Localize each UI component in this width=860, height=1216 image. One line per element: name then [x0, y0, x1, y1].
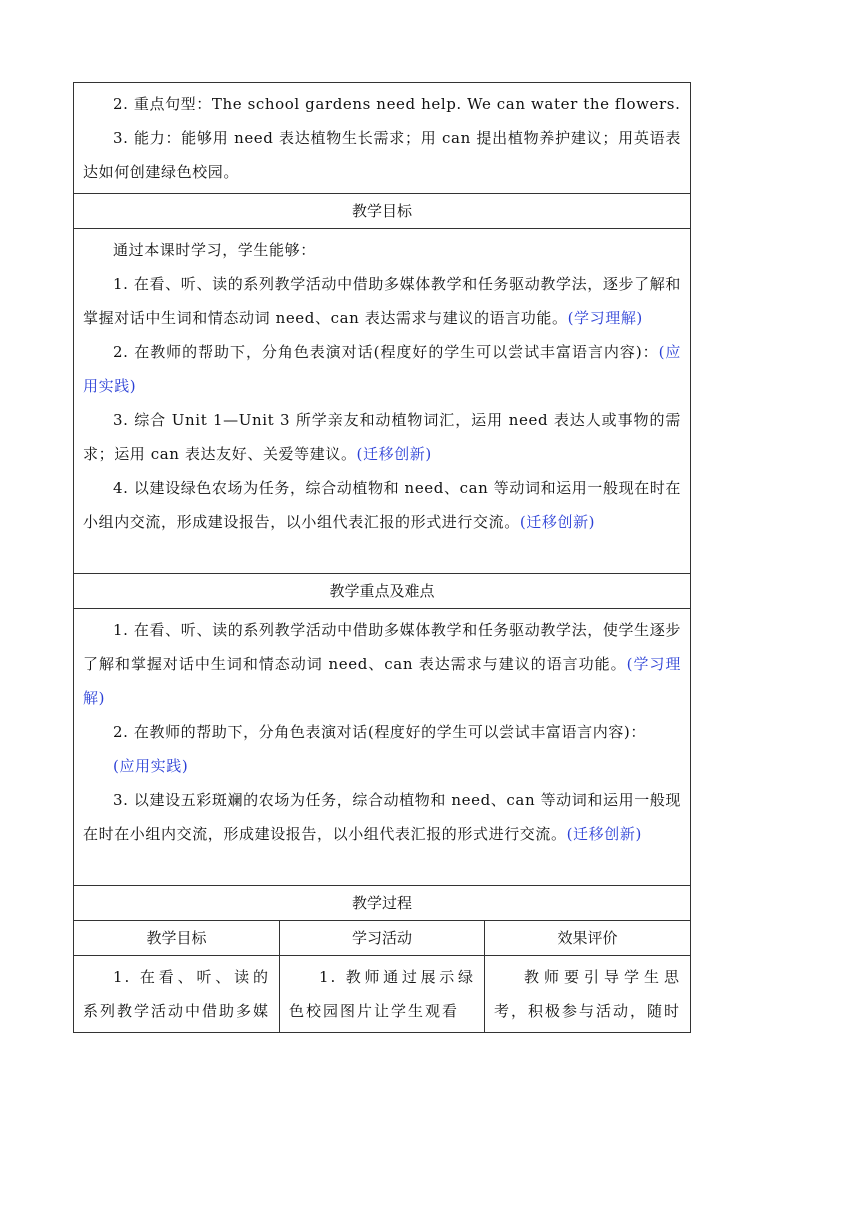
objectives-body [74, 229, 691, 574]
key-point-2-tag-line [83, 749, 681, 783]
objective-item-1: 1. 在看、听、读的系列教学活动中借助多媒体教学和任务驱动教学法，逐步了解和掌握对话中生词和情态动词 need、can 表达需求与建议的语言功能。(学习理解) [83, 275, 682, 327]
process-row [74, 956, 691, 1033]
key-content-cell [74, 83, 691, 194]
process-header-row [74, 886, 691, 921]
key-sentence-text: The school gardens need help. We can water the flowers. [211, 95, 681, 113]
key-point-2: 2. 在教师的帮助下，分角色表演对话(程度好的学生可以尝试丰富语言内容)： [113, 723, 646, 741]
objective-item-3: 3. 综合 Unit 1—Unit 3 所学亲友和动植物词汇，运用 need 表达人或事物的需求；运用 can 表达友好、关爱等建议。(迁移创新) [83, 411, 682, 463]
column-header-activity: 学习活动 [280, 921, 485, 956]
key-difficult-body [74, 609, 691, 886]
objective-tag-3: (迁移创新) [356, 445, 432, 463]
key-sentence-prefix: 2. 重点句型： [113, 95, 212, 113]
key-sentence-item [83, 87, 681, 121]
process-header: 教学过程 [74, 886, 691, 921]
objectives-header-row [74, 194, 691, 229]
process-objective-cell: 1. 在看、听、读的系列教学活动中借助多媒 [74, 956, 280, 1033]
key-point-tag-3: (迁移创新) [566, 825, 642, 843]
objectives-header: 教学目标 [74, 194, 691, 229]
objective-tag-2: (应用实践) [83, 343, 682, 395]
spacer [83, 851, 681, 881]
objective-item-2: 2. 在教师的帮助下，分角色表演对话(程度好的学生可以尝试丰富语言内容)：(应用实践) [83, 343, 682, 395]
column-header-evaluation: 效果评价 [485, 921, 691, 956]
key-content-row [74, 83, 691, 194]
objectives-intro: 通过本课时学习，学生能够： [113, 241, 316, 259]
objective-item-4: 4. 以建设绿色农场为任务，综合动植物和 need、can 等动词和运用一般现在时在小组内交流，形成建设报告，以小组代表汇报的形式进行交流。(迁移创新) [83, 479, 682, 531]
key-point-1: 1. 在看、听、读的系列教学活动中借助多媒体教学和任务驱动教学法，使学生逐步了解和掌握对话中生词和情态动词 need、can 表达需求与建议的语言功能。(学习理解) [83, 621, 682, 707]
objectives-body-row [74, 229, 691, 574]
key-point-tag-1: (学习理解) [83, 655, 682, 707]
spacer [83, 539, 681, 569]
lesson-plan-table [73, 82, 691, 1033]
key-difficult-header-row [74, 574, 691, 609]
key-point-3: 3. 以建设五彩斑斓的农场为任务，综合动植物和 need、can 等动词和运用一般现在时在小组内交流，形成建设报告，以小组代表汇报的形式进行交流。(迁移创新) [83, 791, 682, 843]
key-difficult-header: 教学重点及难点 [74, 574, 691, 609]
key-point-tag-2: (应用实践) [113, 757, 189, 775]
process-activity-cell: 1. 教师通过展示绿色校园图片让学生观看 [280, 956, 485, 1033]
objective-tag-4: (迁移创新) [519, 513, 596, 531]
ability-item: 3. 能力：能够用 need 表达植物生长需求；用 can 提出植物养护建议；用英语表达如何创建绿色校园。 [83, 129, 682, 181]
key-difficult-body-row [74, 609, 691, 886]
process-column-headers [74, 921, 691, 956]
process-evaluation-cell: 教师要引导学生思考，积极参与活动，随时 [485, 956, 691, 1033]
column-header-objective: 教学目标 [74, 921, 280, 956]
lesson-plan-page [73, 82, 690, 1033]
objective-tag-1: (学习理解) [567, 309, 643, 327]
